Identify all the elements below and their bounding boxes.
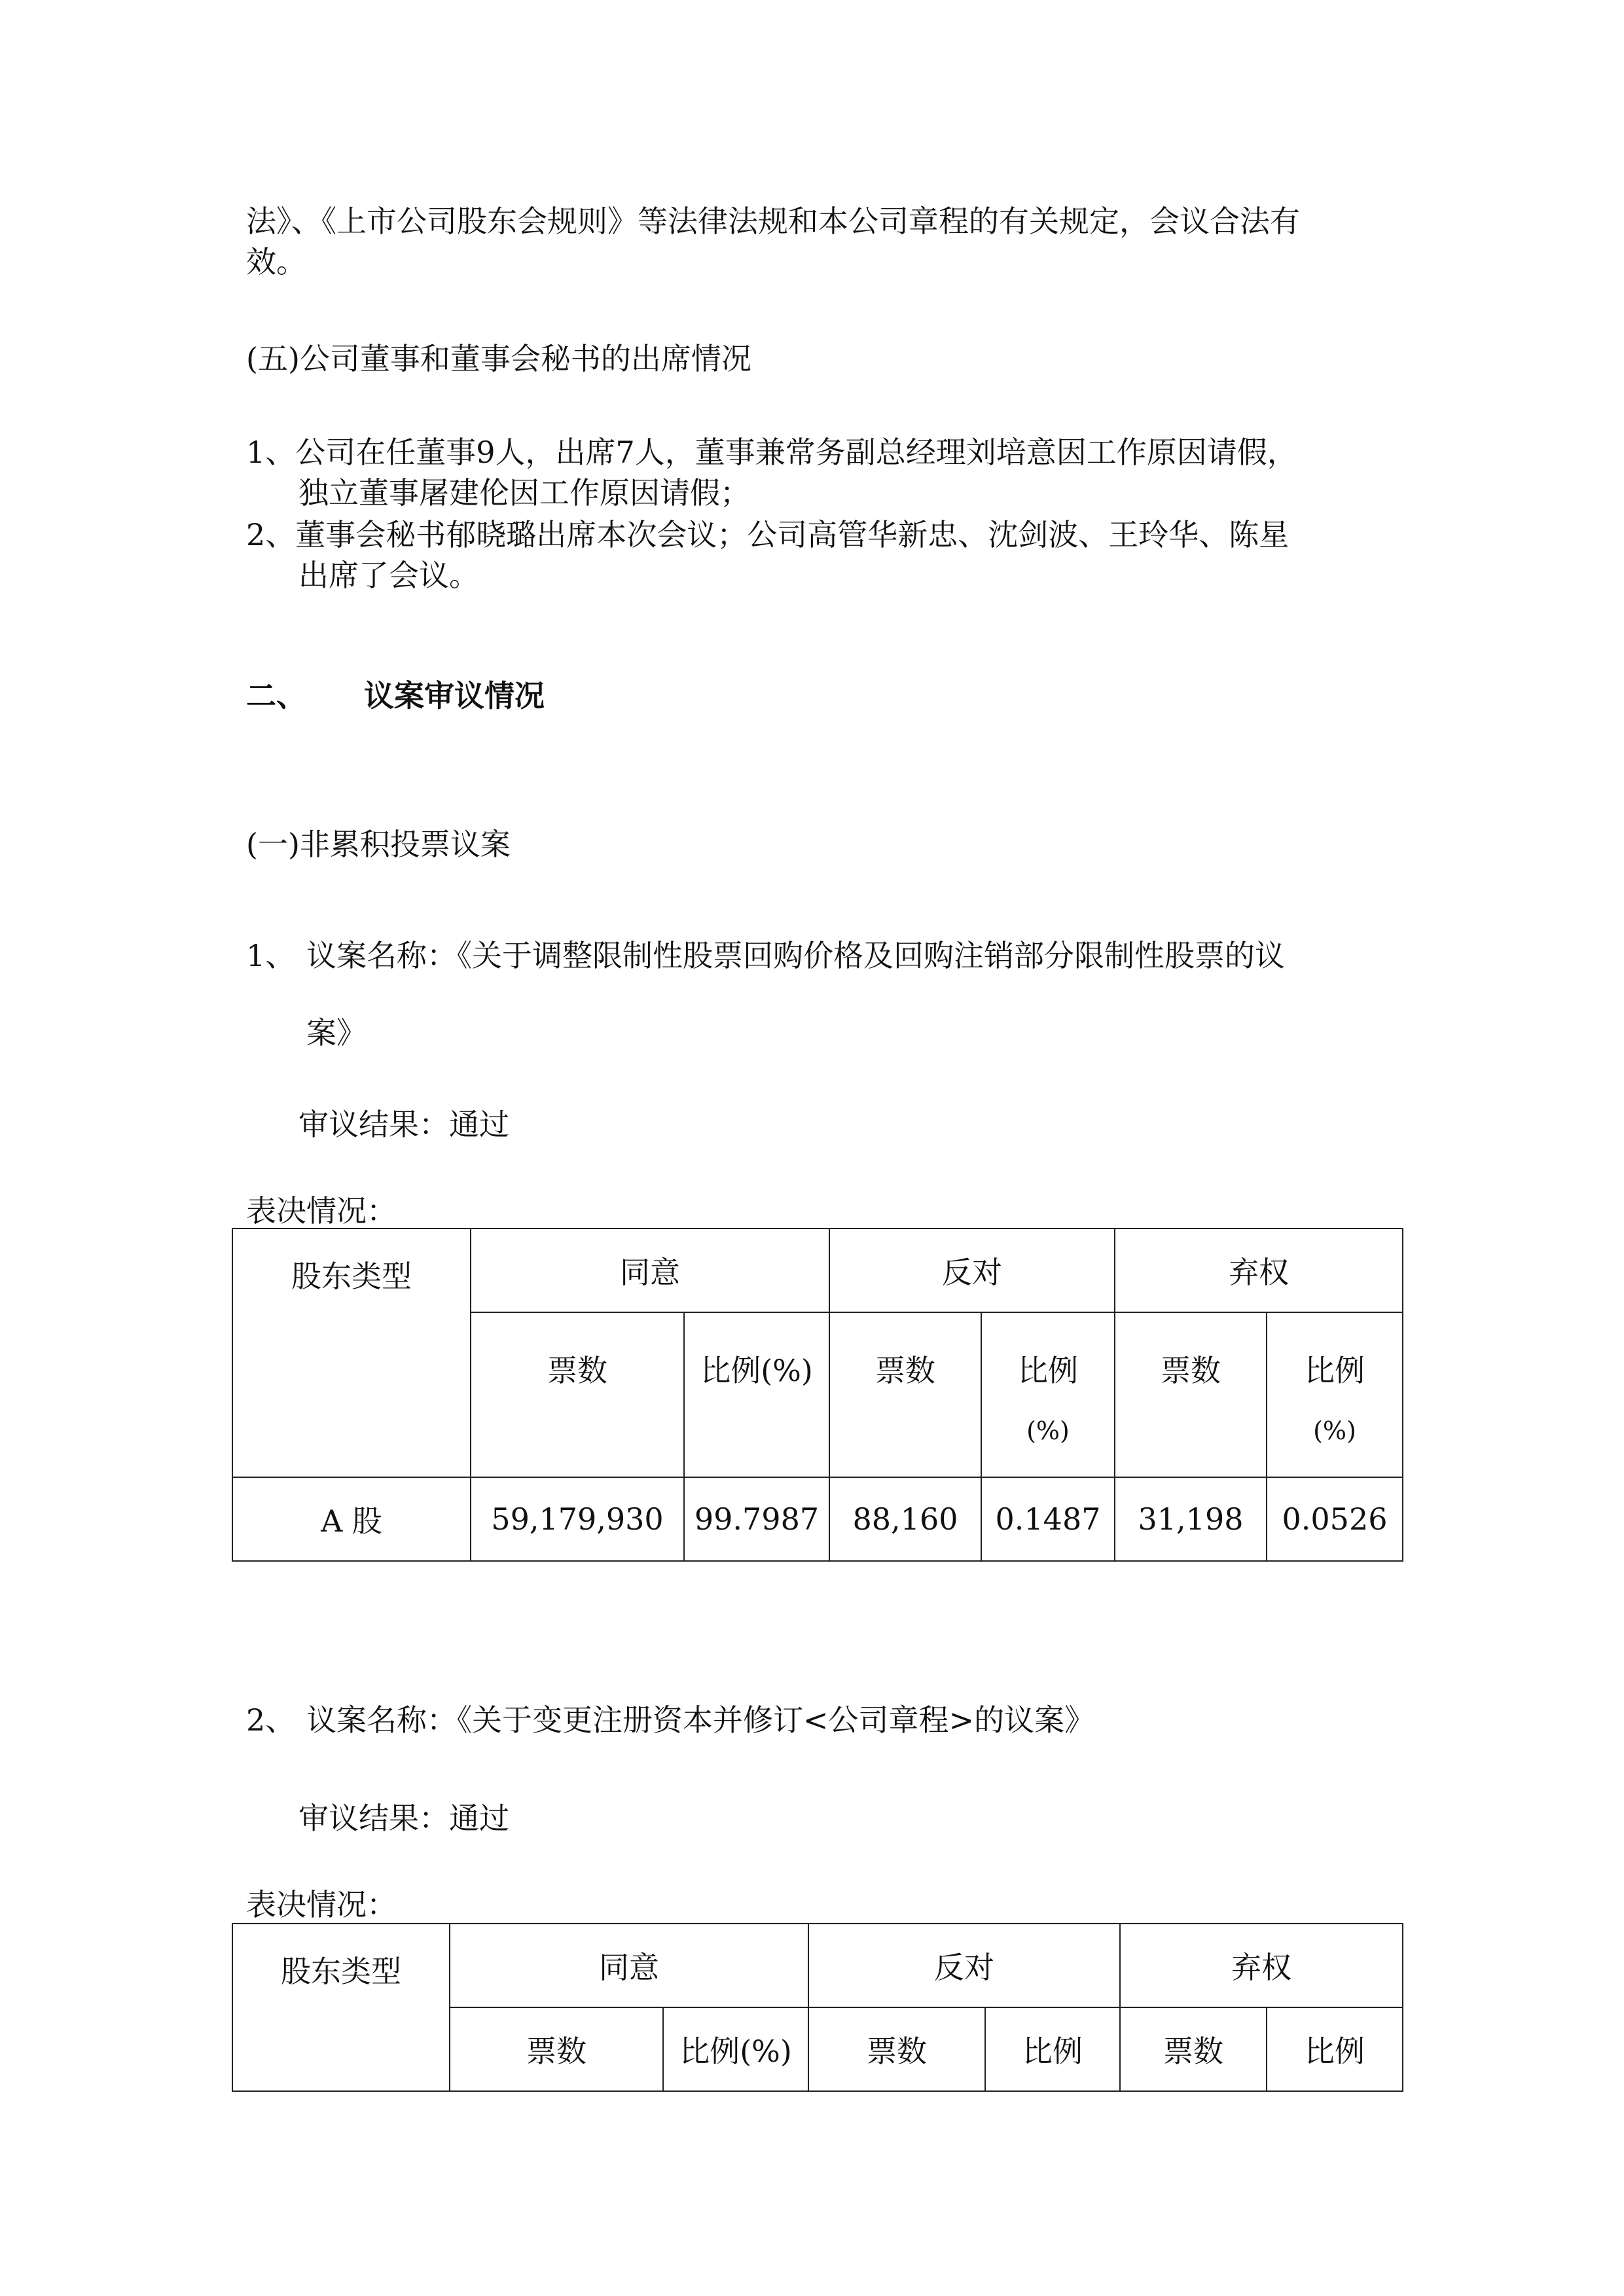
header-oppose: 反对 [829,1229,1115,1312]
header-agree: 同意 [471,1229,829,1312]
header-abstain-ratio-unit: (%) [1313,1416,1356,1445]
header-agree-votes: 票数 [471,1312,684,1477]
header-agree-votes: 票数 [450,2007,663,2091]
motion-2-vote-label: 表决情况： [246,1887,397,1922]
header-oppose-ratio: 比例 [985,2007,1120,2091]
header-agree-ratio: 比例(%) [684,1312,829,1477]
header-abstain-votes: 票数 [1115,1312,1267,1477]
header-oppose-ratio [981,1312,1115,1477]
cell-oppose-votes: 88,160 [829,1477,981,1561]
intro-line-2: 效。 [246,244,306,279]
section-5-item-1-line-1: 1、公司在任董事9人，出席7人，董事兼常务副总经理刘培意因工作原因请假， [246,435,1297,470]
header-abstain-ratio [1267,1312,1403,1477]
vote-table-motion-1 [232,1228,1403,1562]
header-abstain: 弃权 [1115,1229,1403,1312]
cell-oppose-ratio: 0.1487 [981,1477,1115,1561]
cell-agree-ratio: 99.7987 [684,1477,829,1561]
motion-1-result: 审议结果：通过 [298,1107,509,1142]
cell-abstain-votes: 31,198 [1115,1477,1267,1561]
cell-agree-votes: 59,179,930 [471,1477,684,1561]
header-shareholder-type: 股东类型 [232,1229,471,1477]
header-abstain-votes: 票数 [1120,2007,1267,2091]
vote-table-motion-2 [232,1923,1403,2092]
header-agree: 同意 [450,1924,808,2007]
table-row [232,1477,1403,1561]
section-2-number: 二、 [246,678,306,713]
header-oppose-votes: 票数 [829,1312,981,1477]
section-5-item-1-line-2: 独立董事屠建伦因工作原因请假； [298,475,750,511]
header-abstain-ratio: 比例 [1267,2007,1403,2091]
subsection-1-heading: (一)非累积投票议案 [246,827,511,862]
motion-1-name-line-1: 议案名称：《关于调整限制性股票回购价格及回购注销部分限制性股票的议 [306,938,1285,973]
header-oppose-ratio-unit: (%) [1026,1416,1070,1445]
cell-abstain-ratio: 0.0526 [1267,1477,1403,1561]
motion-1-name-line-2: 案》 [306,1015,367,1050]
motion-2-number: 2、 [246,1702,296,1738]
section-5-item-2-line-2: 出席了会议。 [298,558,479,593]
motion-2-result: 审议结果：通过 [298,1801,509,1836]
header-abstain: 弃权 [1120,1924,1403,2007]
header-agree-ratio: 比例(%) [663,2007,808,2091]
header-oppose-ratio-label: 比例 [1018,1353,1078,1388]
section-5-heading: (五)公司董事和董事会秘书的出席情况 [246,341,751,376]
header-oppose-votes: 票数 [808,2007,985,2091]
header-shareholder-type: 股东类型 [232,1924,450,2091]
motion-1-number: 1、 [246,938,296,973]
motion-1-vote-label: 表决情况： [246,1193,397,1229]
section-2-title: 议案审议情况 [364,678,545,713]
section-5-item-2-line-1: 2、董事会秘书郁晓璐出席本次会议；公司高管华新忠、沈剑波、王玲华、陈星 [246,517,1290,552]
intro-line-1: 法》、《上市公司股东会规则》等法律法规和本公司章程的有关规定，会议合法有 [246,204,1300,239]
header-abstain-ratio-label: 比例 [1305,1353,1365,1388]
header-oppose: 反对 [808,1924,1120,2007]
cell-type: A 股 [232,1477,471,1561]
motion-2-name-line-1: 议案名称：《关于变更注册资本并修订<公司章程>的议案》 [306,1702,1095,1738]
